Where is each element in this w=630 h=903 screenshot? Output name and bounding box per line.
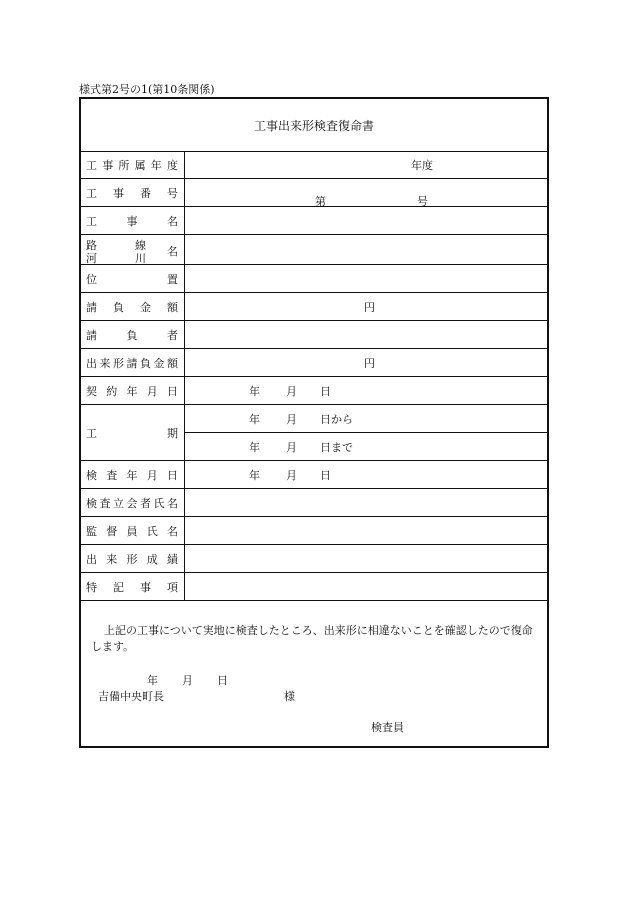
value-construction-number[interactable]: [185, 179, 548, 207]
label-char: 績: [167, 552, 178, 566]
label-char: 事: [113, 186, 124, 200]
label-char: 川: [135, 252, 146, 265]
label-char: 請: [86, 328, 97, 342]
month-char: 月: [286, 468, 297, 482]
label-char: 者: [140, 496, 151, 510]
row-period-start: [81, 405, 547, 433]
month-char: 月: [286, 440, 297, 454]
form-title: 工事出来形検査復命書: [81, 99, 547, 152]
label-char: 年: [126, 384, 138, 398]
label-char: 検: [86, 496, 97, 510]
label-char: 立: [113, 496, 124, 510]
footer-year: 年: [147, 674, 158, 687]
value-period-start[interactable]: [185, 405, 548, 433]
value-supervisor[interactable]: [185, 517, 548, 545]
label-char: 額: [167, 300, 178, 314]
value-fiscal-year[interactable]: 年度: [185, 151, 548, 179]
label-char: 請: [126, 356, 138, 370]
value-inspection-date[interactable]: [185, 461, 548, 489]
row-contract-amount: [81, 293, 547, 321]
form-identifier: 様式第2号の1(第10条関係): [79, 83, 215, 96]
row-contract-date: [81, 377, 547, 405]
label-char: 月: [146, 384, 158, 398]
label-char: 出: [86, 552, 97, 566]
number-suffix: 号: [417, 194, 428, 208]
label-char: 事: [126, 214, 138, 228]
label-char: 路: [86, 239, 97, 252]
report-footer: [81, 606, 547, 746]
label-char: 名: [167, 214, 178, 228]
value-contractor[interactable]: [185, 321, 548, 349]
value-period-end[interactable]: [185, 433, 548, 461]
value-remarks[interactable]: [185, 573, 548, 601]
row-witness: [81, 489, 547, 517]
label-char: 来: [99, 356, 111, 370]
label-char: 金: [153, 356, 165, 370]
label-char: 出: [86, 356, 97, 370]
label-char: 名: [167, 496, 178, 510]
label-char: 査: [106, 468, 118, 482]
label-char: 契: [86, 384, 97, 398]
row-progress-amount: [81, 349, 547, 377]
month-char: 月: [286, 384, 297, 398]
label-remarks: [81, 573, 185, 601]
label-char: 特: [86, 580, 97, 594]
amount-unit: 円: [364, 300, 375, 314]
label-progress-amount: [81, 349, 185, 377]
year-char: 年: [249, 440, 260, 454]
label-contract-amount: [81, 293, 185, 321]
label-char: 日: [167, 468, 178, 482]
value-witness[interactable]: [185, 489, 548, 517]
label-char: 負: [113, 300, 124, 314]
label-char: 所: [118, 158, 130, 172]
label-char: 工: [86, 426, 97, 440]
footer-month: 月: [182, 674, 193, 687]
label-witness: [81, 489, 185, 517]
inspector-label: 検査員: [371, 721, 404, 734]
label-char: 検: [86, 468, 97, 482]
label-char: 工: [86, 186, 97, 200]
label-char: 形: [126, 552, 138, 566]
year-char: 年: [249, 384, 260, 398]
label-char: 属: [134, 158, 146, 172]
label-construction-name: [81, 207, 185, 235]
label-char: 会: [126, 496, 138, 510]
label-construction-period: [81, 405, 185, 461]
addressee: 吉備中央町長: [98, 690, 164, 703]
form-table: [81, 151, 547, 601]
label-char: 員: [126, 524, 138, 538]
progress-amount-unit: 円: [364, 356, 375, 370]
label-supervisor: [81, 517, 185, 545]
label-char: 形: [113, 356, 124, 370]
row-remarks: [81, 573, 547, 601]
row-construction-name: [81, 207, 547, 235]
label-char: 請: [86, 300, 97, 314]
row-inspection-date: [81, 461, 547, 489]
label-char: 額: [167, 356, 178, 370]
row-location: [81, 265, 547, 293]
label-char: 年: [126, 468, 138, 482]
label-char: 金: [140, 300, 151, 314]
value-location[interactable]: [185, 265, 548, 293]
label-fiscal-year: [81, 151, 185, 179]
row-contractor: [81, 321, 547, 349]
row-route-river: [81, 235, 547, 265]
label-inspection-date: [81, 461, 185, 489]
label-char: 負: [140, 356, 151, 370]
row-fiscal-year: [81, 151, 547, 179]
day-char: 日: [320, 384, 331, 398]
value-construction-name[interactable]: [185, 207, 548, 235]
day-from: 日から: [320, 412, 353, 426]
label-char: 年: [150, 158, 162, 172]
label-char: 督: [106, 524, 118, 538]
label-contractor: [81, 321, 185, 349]
number-prefix: 第: [315, 194, 326, 208]
label-char: 成: [146, 552, 158, 566]
label-char: 名: [167, 524, 178, 538]
label-char: 号: [167, 186, 178, 200]
label-char: 日: [167, 384, 178, 398]
label-char: 監: [86, 524, 97, 538]
report-statement: 上記の工事について実地に検査したところ、出来形に相違ないことを確認したので復命します。: [91, 624, 533, 653]
label-char: 置: [167, 272, 178, 286]
day-until: 日まで: [320, 440, 353, 454]
label-route-river: [81, 235, 185, 265]
label-result: [81, 545, 185, 573]
day-char: 日: [320, 468, 331, 482]
footer-day: 日: [217, 674, 228, 687]
label-char: 月: [146, 468, 158, 482]
label-char: 期: [167, 426, 178, 440]
label-char: 負: [126, 328, 138, 342]
year-char: 年: [249, 468, 260, 482]
value-result[interactable]: [185, 545, 548, 573]
label-char: 者: [167, 328, 178, 342]
label-char: 工: [86, 158, 97, 172]
row-supervisor: [81, 517, 547, 545]
label-location: [81, 265, 185, 293]
label-char: 河: [86, 252, 97, 265]
honorific: 様: [284, 690, 295, 703]
label-char: 番: [140, 186, 151, 200]
row-result: [81, 545, 547, 573]
label-char: 事: [102, 158, 114, 172]
label-char: 線: [135, 239, 146, 252]
label-contract-date: [81, 377, 185, 405]
month-char: 月: [286, 412, 297, 426]
label-char: 記: [113, 580, 124, 594]
label-char: 氏: [146, 524, 158, 538]
route-name-char: 名: [167, 245, 178, 258]
value-progress-amount[interactable]: [185, 349, 548, 377]
label-char: 氏: [153, 496, 165, 510]
label-char: 度: [166, 158, 178, 172]
row-construction-number: [81, 179, 547, 207]
label-char: 査: [99, 496, 111, 510]
label-char: 項: [167, 580, 178, 594]
value-route-river[interactable]: [185, 235, 548, 265]
label-construction-number: [81, 179, 185, 207]
inspection-report-form: [79, 97, 549, 748]
label-char: 来: [106, 552, 118, 566]
year-char: 年: [249, 412, 260, 426]
label-char: 工: [86, 214, 97, 228]
label-char: 約: [106, 384, 118, 398]
value-contract-date[interactable]: [185, 377, 548, 405]
label-char: 事: [140, 580, 151, 594]
label-char: 位: [86, 272, 97, 286]
value-contract-amount[interactable]: [185, 293, 548, 321]
